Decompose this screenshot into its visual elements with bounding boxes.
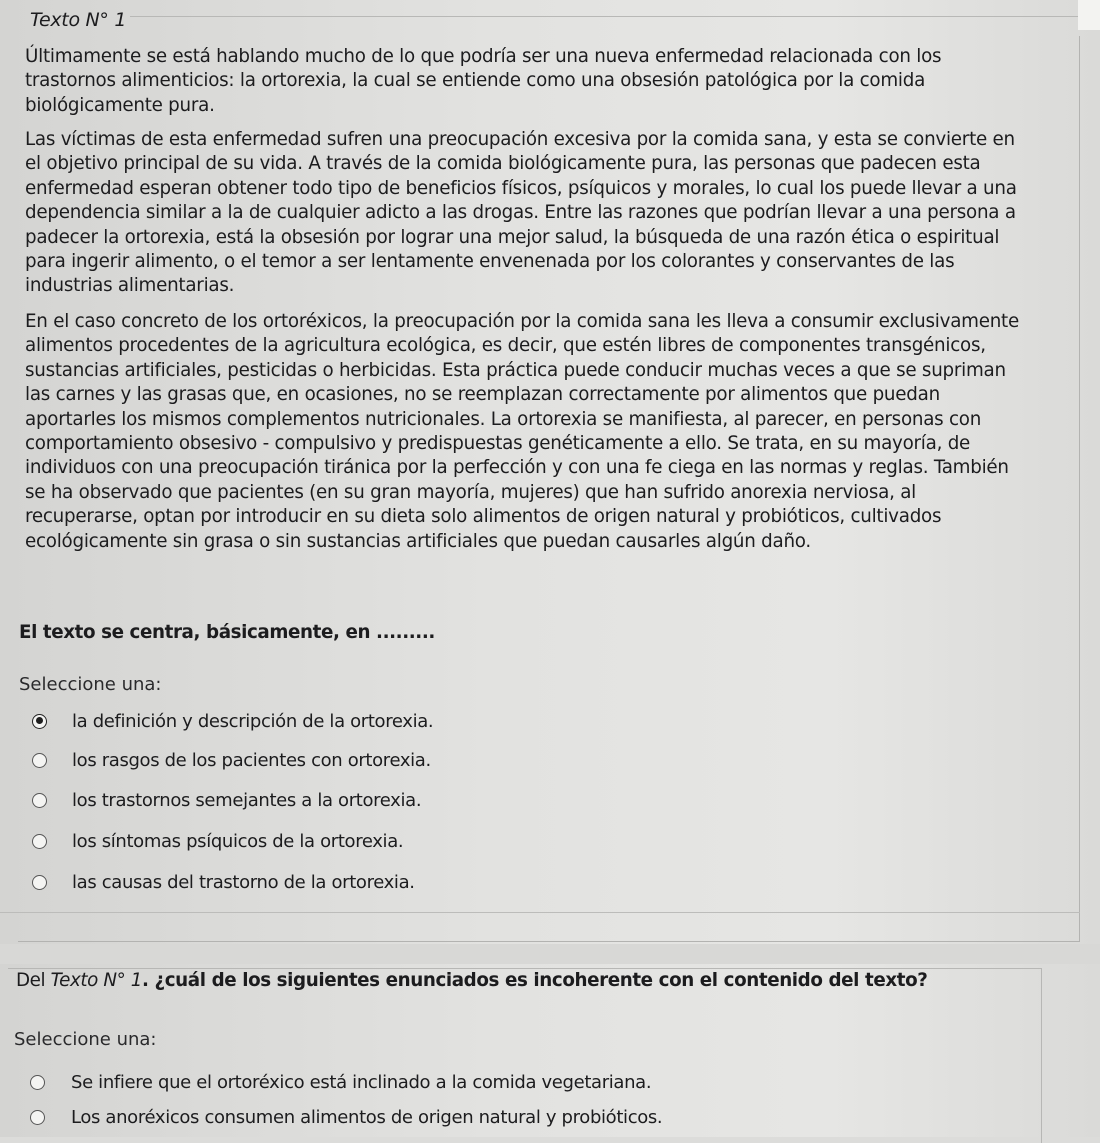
question-1-option-3[interactable]	[32, 787, 421, 813]
question-1-option-1[interactable]	[32, 708, 433, 734]
question-1-select-label: Seleccione una:	[19, 674, 162, 695]
radio-icon[interactable]	[32, 753, 47, 768]
corner-highlight	[1078, 0, 1100, 30]
question-1-option-2[interactable]	[32, 747, 431, 773]
passage-paragraph-2: Las víctimas de esta enfermedad sufren una preocupación excesiva por la comida sana, y esta se convierte en el objetivo principal de su vida. A través de la comida biológicamente pura, las personas que padecen esta enfermedad esperan obtener todo tipo de beneficios físicos, psíquicos y morales, lo cual los puede llevar a una dependencia similar a la de cualquier adicto a las drogas. Entre las razones que podrían llevar a una persona a padecer la ortorexia, está la obsesión por lograr una mejor salud, la búsqueda de una razón ética o espiritual para ingerir alimento, o el temor a ser lentamente envenenada por los colorantes y conservantes de las industrias alimentarias.	[25, 129, 1017, 297]
radio-selected-icon[interactable]	[32, 714, 47, 729]
question-1-option-4[interactable]	[32, 828, 403, 854]
radio-icon[interactable]	[32, 793, 47, 808]
radio-icon[interactable]	[30, 1075, 45, 1090]
question-divider	[0, 912, 1080, 913]
radio-icon[interactable]	[32, 834, 47, 849]
option-label: los síntomas psíquicos de la ortorexia.	[72, 830, 404, 852]
question-2-select-label: Seleccione una:	[14, 1029, 157, 1050]
option-label: la definición y descripción de la ortorexia.	[72, 710, 434, 732]
question-2-prefix: Del	[16, 970, 51, 991]
radio-icon[interactable]	[30, 1110, 45, 1125]
option-label: Los anoréxicos consumen alimentos de origen natural y probióticos.	[71, 1106, 663, 1128]
question-1-option-5[interactable]	[32, 869, 415, 895]
question-1-prompt: El texto se centra, básicamente, en .........	[19, 622, 435, 643]
question-2-prompt	[16, 970, 927, 991]
option-label: Se infiere que el ortoréxico está inclinado a la comida vegetariana.	[71, 1071, 652, 1093]
option-label: los trastornos semejantes a la ortorexia.	[72, 789, 422, 811]
question-gap	[0, 944, 1100, 964]
question-2-option-2[interactable]	[30, 1104, 662, 1130]
question-2-option-1[interactable]	[30, 1069, 651, 1095]
passage-paragraph-1: Últimamente se está hablando mucho de lo que podría ser una nueva enfermedad relacionada con los trastornos alimenticios: la ortorexia, la cual se entiende como una obsesión patológica por la comida biológicamente pura.	[25, 46, 942, 116]
question-2-text-reference: Texto N° 1	[50, 970, 143, 991]
option-label: las causas del trastorno de la ortorexia.	[72, 871, 415, 893]
option-label: los rasgos de los pacientes con ortorexia.	[72, 749, 431, 771]
radio-icon[interactable]	[32, 875, 47, 890]
question-2-text: . ¿cuál de los siguientes enunciados es incoherente con el contenido del texto?	[142, 970, 928, 991]
passage-title: Texto N° 1	[30, 9, 127, 31]
top-divider	[130, 16, 1090, 17]
passage-paragraph-3: En el caso concreto de los ortoréxicos, la preocupación por la comida sana les lleva a consumir exclusivamente alimentos procedentes de la agricultura ecológica, es decir, que estén libres de componentes transgénicos, sustancias artificiales, pesticidas o herbicidas. Esta práctica puede conducir muchas veces a que se supriman las carnes y las grasas que, en ocasiones, no se reemplazan correctamente por alimentos que puedan aportarles los mismos complementos nutricionales. La ortorexia se manifiesta, al parecer, en personas con comportamiento obsesivo - compulsivo y predispuestas genéticamente a ello. Se trata, en su mayoría, de individuos con una preocupación tiránica por la perfección y con una fe ciega en las normas y reglas. También se ha observado que pacientes (en su gran mayoría, mujeres) que han sufrido anorexia nerviosa, al recuperarse, optan por introducir en su dieta solo alimentos de origen natural y probióticos, cultivados ecológicamente sin grasa o sin sustancias artificiales que puedan causarles algún daño.	[25, 311, 1019, 552]
